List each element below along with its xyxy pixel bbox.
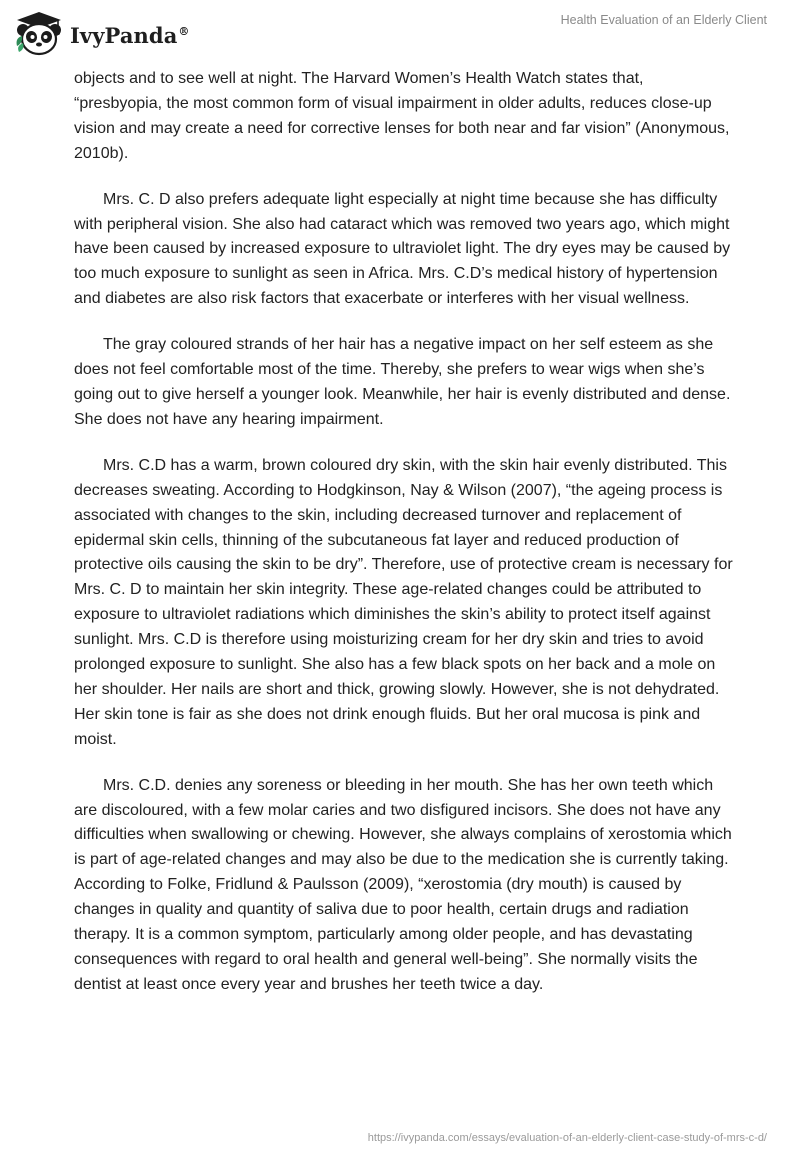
ivypanda-logo[interactable]: [14, 10, 190, 56]
paragraph: Mrs. C.D. denies any soreness or bleeding in her mouth. She has her own teeth which are discoloured, with a few molar caries and two disfigured incisors. She does not have any difficulties when swallowing or chewing. However, she always complains of xerostomia which is part of age-related changes and may also be due to the medication she is currently taking. According to Folke, Fridlund & Paulsson (2009), “xerostomia (dry mouth) is caused by changes in quality and quantity of saliva due to poor health, certain drugs and radiation therapy. It is a common symptom, particularly among older people, and has devastating consequences with regard to oral health and general well-being”. She normally visits the dentist at least once every year and brushes her teeth twice a day.: [74, 776, 732, 993]
essay-body: [74, 67, 734, 1019]
page-header: [0, 0, 800, 70]
registered-mark: ®: [178, 24, 190, 38]
brand-label: IvyPanda: [70, 22, 178, 48]
panda-graduate-icon: [14, 10, 64, 56]
paragraph: objects and to see well at night. The Harvard Women’s Health Watch states that, “presbyopia, the most common form of visual impairment in older adults, reduces close-up vision and may create a need for corrective lenses for both near and far vision” (Anonymous, 2010b).: [74, 70, 730, 162]
paragraph: Mrs. C.D has a warm, brown coloured dry skin, with the skin hair evenly distributed. This decreases sweating. According to Hodgkinson, Nay & Wilson (2007), “the ageing process is associated with changes to the skin, including decreased turnover and replacement of epidermal skin cells, thinning of the subcutaneous fat layer and reduced production of protective oils causing the skin to be dry”. Therefore, use of protective cream is necessary for Mrs. C. D to maintain her skin integrity. These age-related changes could be attributed to exposure to ultraviolet radiations which diminishes the skin’s ability to protect itself against sunlight. Mrs. C.D is therefore using moisturizing cream for her dry skin and tries to avoid prolonged exposure to sunlight. She also has a few black spots on her back and a mole on her shoulder. Her nails are short and thick, growing slowly. However, she is not dehydrated. Her skin tone is fair as she does not drink enough fluids. But her oral mucosa is pink and moist.: [74, 456, 733, 748]
paragraph: Mrs. C. D also prefers adequate light especially at night time because she has difficulty with peripheral vision. She also had cataract which was removed two years ago, which might have been caused by increased exposure to ultraviolet light. The dry eyes may be caused by too much exposure to sunlight as seen in Africa. Mrs. C.D’s medical history of hypertension and diabetes are also risk factors that exacerbate or interferes with her visual wellness.: [74, 190, 731, 308]
brand-name: [70, 23, 190, 48]
paragraph: The gray coloured strands of her hair has a negative impact on her self esteem as she does not feel comfortable most of the time. Thereby, she prefers to wear wigs when she’s going out to give herself a younger look. Meanwhile, her hair is evenly distributed and dense. She does not have any hearing impairment.: [74, 336, 731, 428]
document-title: Health Evaluation of an Elderly Client: [560, 13, 767, 27]
source-url[interactable]: https://ivypanda.com/essays/evaluation-of-an-elderly-client-case-study-of-mrs-c-d/: [367, 1132, 767, 1144]
